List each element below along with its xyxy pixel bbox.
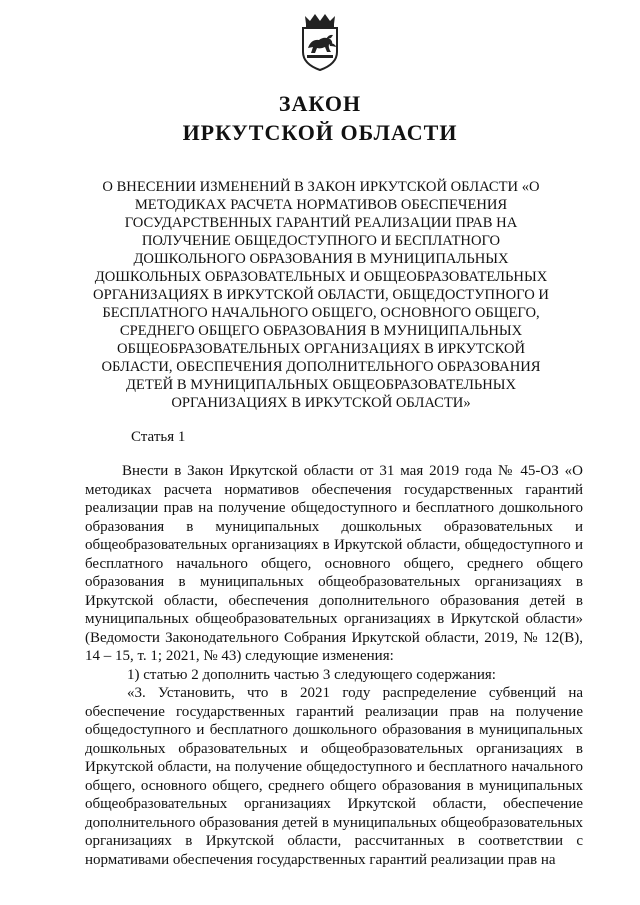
article-paragraph-part-3: «3. Установить, что в 2021 году распределение субвенций на обеспечение государственных гарантий реализации прав на получение общедоступного и бесплатного дошкольного образования в муниципальных дошкольных образовательных и общеобразовательных организациях в Иркутской области, на получение общедоступного и бесплатного начального общего, основного общего, среднего общего образования в муниципальных общеобразовательных организациях Иркутской области, обеспечение дополнительного образования детей в муниципальных общеобразовательных организациях в Иркутской области, рассчитанных в соответствии с нормативами обеспечения государственных гарантий реализации прав на: [85, 685, 583, 868]
law-subtitle: О ВНЕСЕНИИ ИЗМЕНЕНИЙ В ЗАКОН ИРКУТСКОЙ ОБЛАСТИ «О МЕТОДИКАХ РАСЧЕТА НОРМАТИВОВ ОБЕСПЕЧЕНИЯ ГОСУДАРСТВЕННЫХ ГАРАНТИЙ РЕАЛИЗАЦИИ ПРАВ НА ПОЛУЧЕНИЕ ОБЩЕДОСТУПНОГО И БЕСПЛАТНОГО ДОШКОЛЬНОГО ОБРАЗОВАНИЯ В МУНИЦИПАЛЬНЫХ ДОШКОЛЬНЫХ ОБРАЗОВАТЕЛЬНЫХ И ОБЩЕОБРАЗОВАТЕЛЬНЫХ ОРГАНИЗАЦИЯХ В ИРКУТСКОЙ ОБЛАСТИ, ОБЩЕДОСТУПНОГО И БЕСПЛАТНОГО НАЧАЛЬНОГО ОБЩЕГО, ОСНОВНОГО ОБЩЕГО, СРЕДНЕГО ОБЩЕГО ОБРАЗОВАНИЯ В МУНИЦИПАЛЬНЫХ ОБЩЕОБРАЗОВАТЕЛЬНЫХ ОРГАНИЗАЦИЯХ В ИРКУТСКОЙ ОБЛАСТИ, ОБЕСПЕЧЕНИЯ ДОПОЛНИТЕЛЬНОГО ОБРАЗОВАНИЯ ДЕТЕЙ В МУНИЦИПАЛЬНЫХ ОБЩЕОБРАЗОВАТЕЛЬНЫХ ОРГАНИЗАЦИЯХ В ИРКУТСКОЙ ОБЛАСТИ»: [93, 179, 549, 411]
article-paragraph-intro: Внести в Закон Иркутской области от 31 мая 2019 года № 45-ОЗ «О методиках расчета нормативов обеспечения государственных гарантий реализации прав на получение общедоступного и бесплатного дошкольного образования в муниципальных дошкольных образовательных и общеобразовательных организациях в Иркутской области, общедоступного и бесплатного начального общего, основного общего, среднего общего образования в муниципальных общеобразовательных организациях в Иркутской области, обеспечения дополнительного образования детей в муниципальных общеобразовательных организациях в Иркутской области» (Ведомости Законодательного Собрания Иркутской области, 2019, № 12(В), 14 – 15, т. 1; 2021, № 43) следующие изменения:: [85, 463, 583, 664]
document-title: ЗАКОН: [278, 91, 362, 116]
article-paragraph-item-1: 1) статью 2 дополнить частью 3 следующего содержания:: [127, 666, 496, 683]
article-body: [85, 462, 583, 869]
document-region-title: ИРКУТСКОЙ ОБЛАСТИ: [182, 120, 458, 145]
irkutsk-coat-of-arms-icon: [299, 12, 341, 72]
article-heading: Статья 1: [131, 429, 186, 445]
